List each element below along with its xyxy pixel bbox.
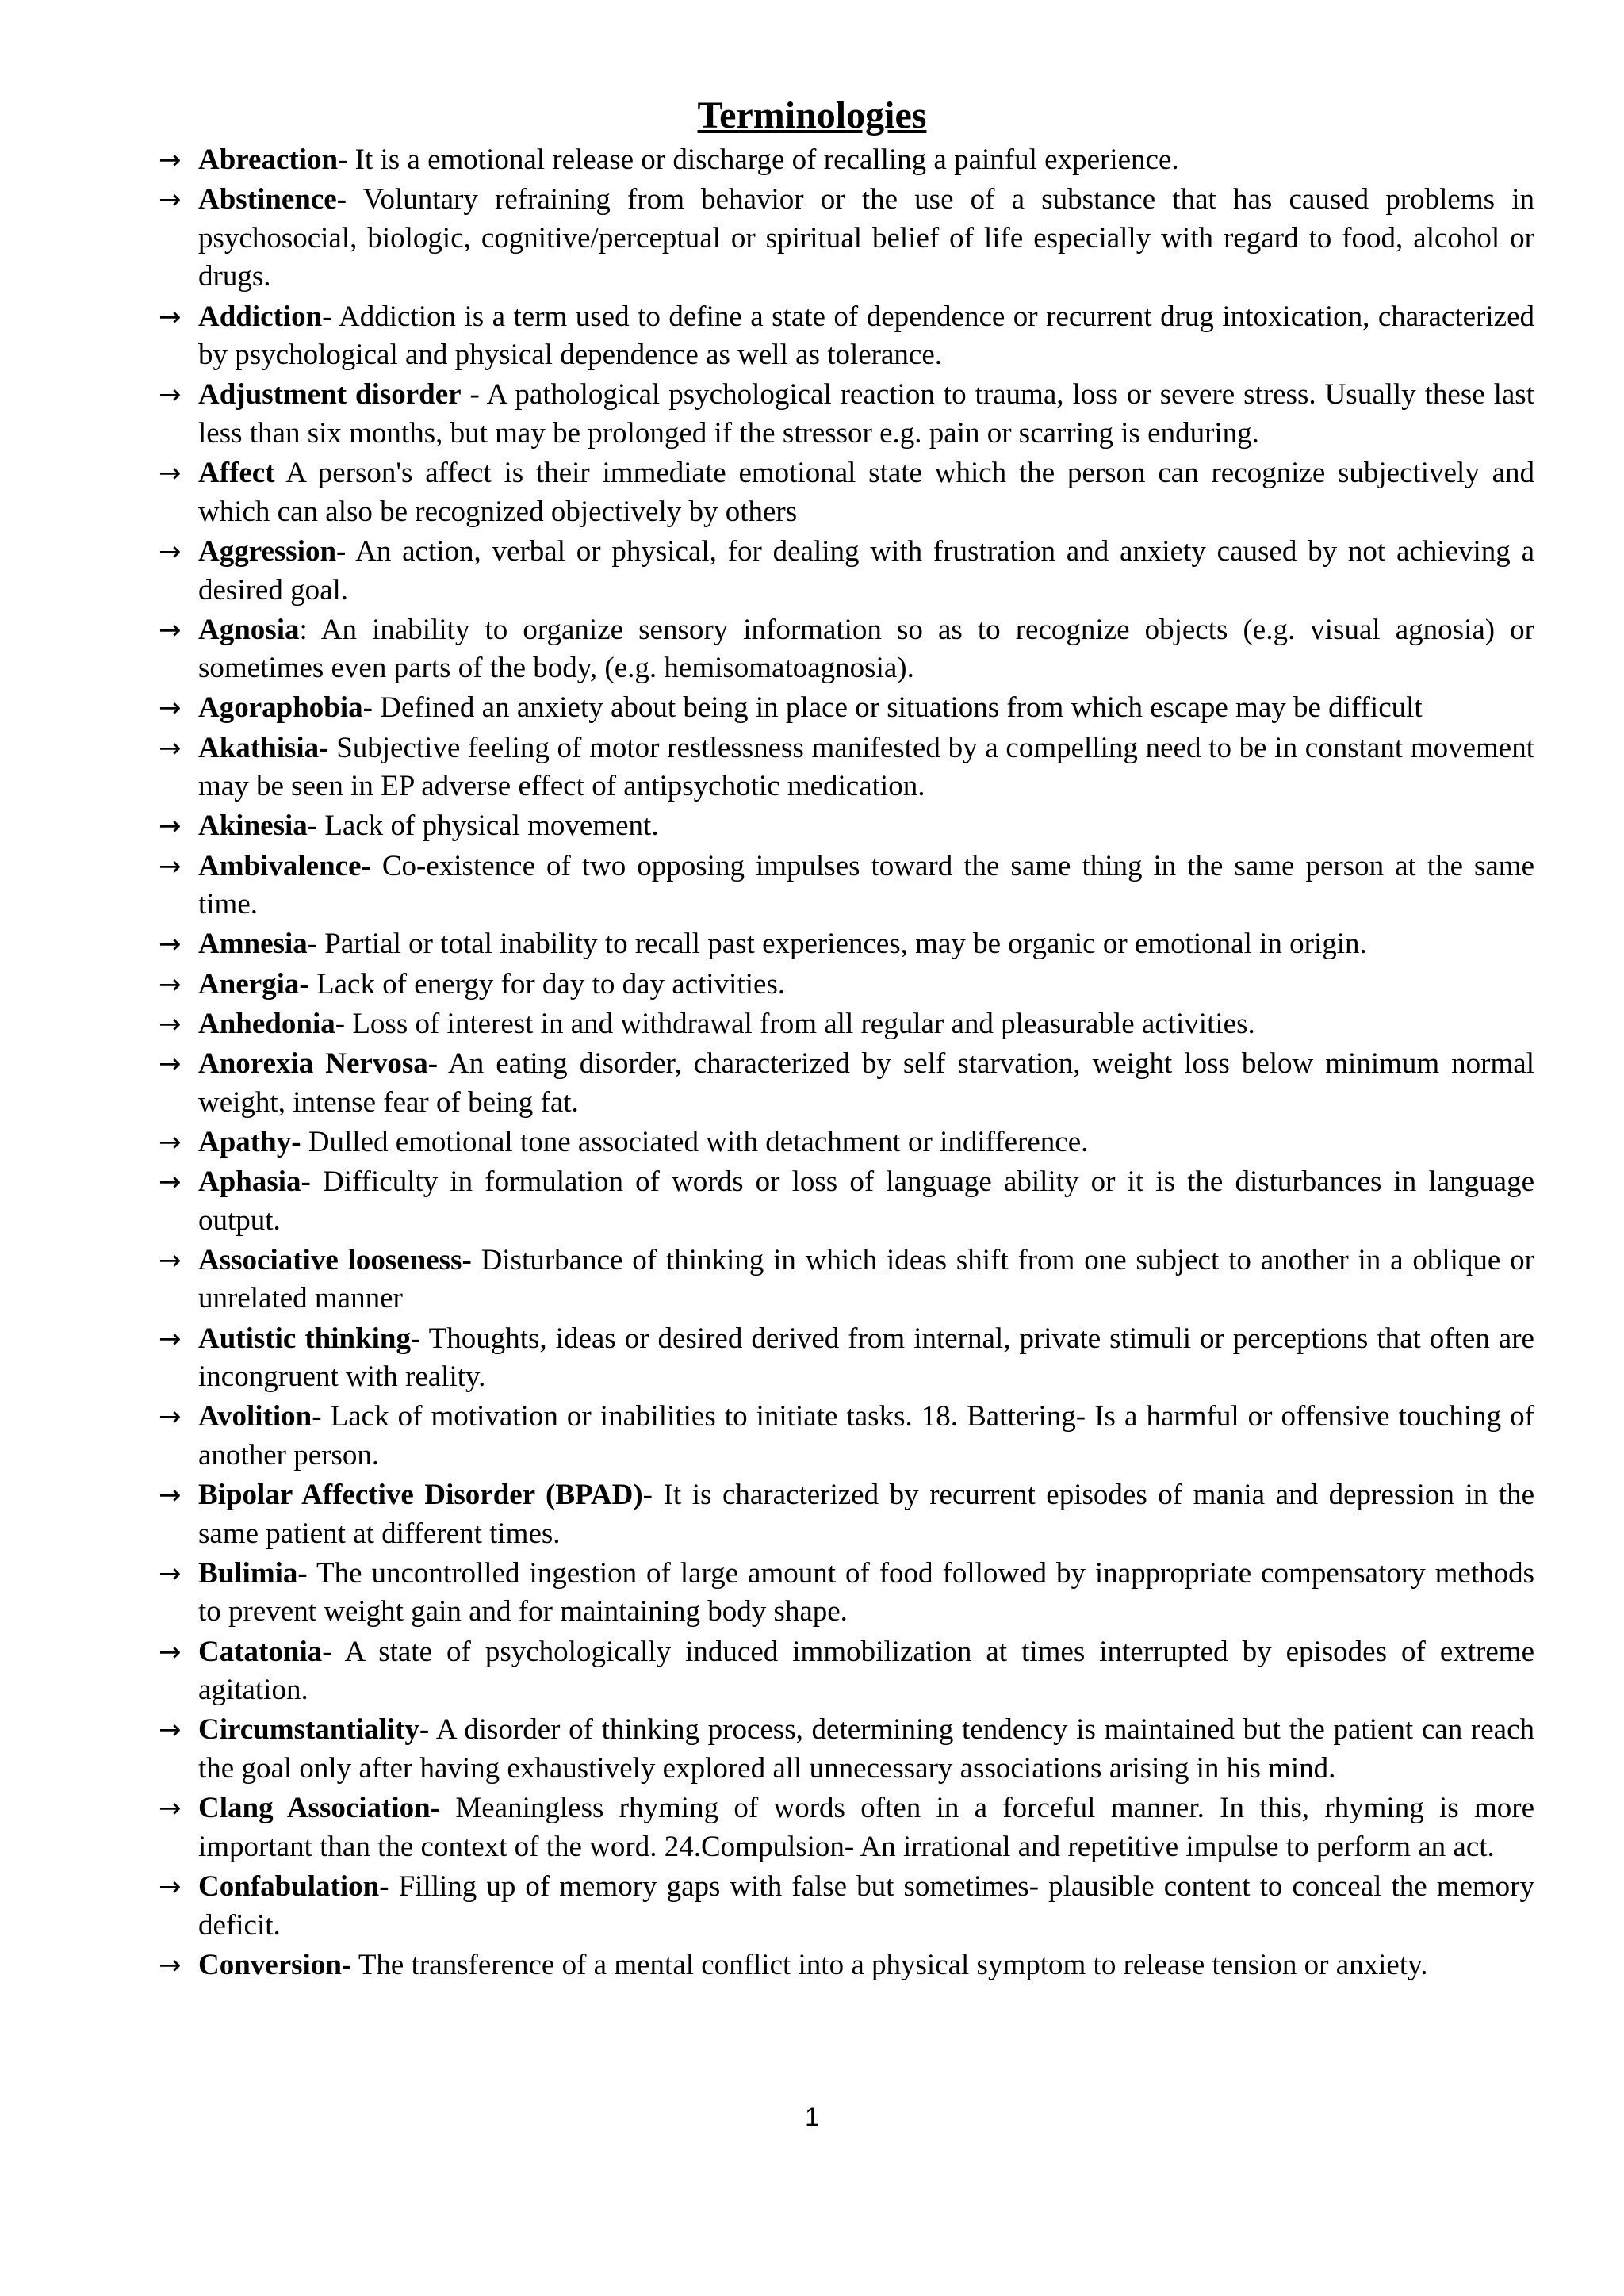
term-entry <box>159 1398 1534 1475</box>
term-entry <box>159 376 1534 453</box>
term-definition: Lack of motivation or inabilities to initiate tasks. 18. Battering- Is a harmful or offensive touching of another person. <box>198 1400 1534 1471</box>
term-entry <box>159 1123 1534 1162</box>
term-entry <box>159 1242 1534 1318</box>
term-entry <box>159 1946 1534 1985</box>
term-name: Abreaction- <box>198 144 348 176</box>
arrow-bullet-icon: → <box>159 692 182 725</box>
arrow-bullet-icon: → <box>159 1401 182 1433</box>
arrow-bullet-icon: → <box>159 1126 182 1158</box>
term-entry <box>159 1633 1534 1710</box>
term-entry <box>159 1163 1534 1240</box>
term-definition: An action, verbal or physical, for dealing with frustration and anxiety caused by not achieving a desired goal. <box>198 534 1534 607</box>
term-name: Catatonia- <box>198 1635 332 1668</box>
term-name: Akathisia- <box>198 731 329 764</box>
term-entry <box>159 689 1534 728</box>
term-name: Anergia- <box>198 967 309 1001</box>
term-name: Circumstantiality- <box>198 1713 430 1747</box>
term-definition: Dulled emotional tone associated with detachment or indifference. <box>301 1125 1089 1158</box>
arrow-bullet-icon: → <box>159 1557 182 1590</box>
term-entry <box>159 533 1534 610</box>
term-definition: A state of psychologically induced immobilization at times interrupted by episodes of extreme agitation. <box>198 1635 1534 1707</box>
term-name: Confabulation- <box>198 1869 389 1903</box>
term-definition: Meaningless rhyming of words often in a forceful manner. In this, rhyming is more important than the context of the word. 24.Compulsion- An irrational and repetitive impulse to perform an act. <box>198 1792 1534 1863</box>
term-definition: Lack of energy for day to day activities. <box>308 967 786 1001</box>
term-definition: Lack of physical movement. <box>317 809 659 843</box>
term-name: Autistic thinking- <box>198 1322 421 1355</box>
term-name: Aphasia- <box>198 1165 311 1198</box>
term-definition: The transference of a mental conflict into a physical symptom to release tension or anxiety. <box>351 1948 1428 1981</box>
arrow-bullet-icon: → <box>159 379 182 411</box>
term-name: Amnesia- <box>198 928 318 961</box>
terminology-list <box>159 141 1534 1986</box>
arrow-bullet-icon: → <box>159 928 182 961</box>
term-name: Addiction- <box>198 300 332 333</box>
term-entry <box>159 807 1534 846</box>
arrow-bullet-icon: → <box>159 614 182 646</box>
page-title: Terminologies <box>697 94 927 136</box>
term-entry <box>159 298 1534 375</box>
arrow-bullet-icon: → <box>159 1322 182 1355</box>
term-name: Anhedonia- <box>198 1007 346 1040</box>
arrow-bullet-icon: → <box>159 1244 182 1276</box>
term-entry <box>159 1789 1534 1866</box>
term-entry <box>159 1320 1534 1397</box>
term-definition: Defined an anxiety about being in place or situations from which escape may be difficult <box>372 691 1423 725</box>
arrow-bullet-icon: → <box>159 1008 182 1040</box>
term-definition: Subjective feeling of motor restlessness manifested by a compelling need to be in constant movement may be seen in EP adverse effect of antipsychotic medication. <box>198 731 1534 803</box>
term-entry <box>159 966 1534 1004</box>
term-definition: - A pathological psychological reaction to trauma, loss or severe stress. Usually these last less than six months, but may be prolonged if the stressor e.g. pain or scarring is enduring. <box>198 378 1534 450</box>
arrow-bullet-icon: → <box>159 810 182 843</box>
arrow-bullet-icon: → <box>159 300 182 333</box>
arrow-bullet-icon: → <box>159 1636 182 1668</box>
arrow-bullet-icon: → <box>159 1047 182 1080</box>
term-definition: Difficulty in formulation of words or loss of language ability or it is the disturbances in language output. <box>198 1165 1534 1237</box>
term-name: Apathy- <box>198 1125 301 1158</box>
term-name: Agoraphobia- <box>198 691 373 725</box>
term-definition: Filling up of memory gaps with false but sometimes- plausible content to conceal the memory deficit. <box>198 1869 1534 1942</box>
term-definition: The uncontrolled ingestion of large amount of food followed by inappropriate compensatory methods to prevent weight gain and for maintaining body shape. <box>198 1556 1534 1628</box>
term-name: Adjustment disorder <box>198 378 462 411</box>
term-entry <box>159 611 1534 688</box>
term-entry <box>159 925 1534 964</box>
arrow-bullet-icon: → <box>159 850 182 882</box>
arrow-bullet-icon: → <box>159 1949 182 1981</box>
arrow-bullet-icon: → <box>159 1714 182 1747</box>
term-definition: Voluntary refraining from behavior or the use of a substance that has caused problems in psychosocial, biologic, cognitive/perceptual or spiritual belief of life especially with regard to food, alcohol or drugs. <box>198 183 1534 293</box>
arrow-bullet-icon: → <box>159 144 182 176</box>
term-definition: Disturbance of thinking in which ideas shift from one subject to another in a oblique or unrelated manner <box>198 1243 1535 1315</box>
arrow-bullet-icon: → <box>159 1870 182 1903</box>
arrow-bullet-icon: → <box>159 1479 182 1512</box>
term-entry <box>159 454 1534 531</box>
term-name: Bulimia- <box>198 1556 308 1590</box>
term-definition: It is characterized by recurrent episodes of mania and depression in the same patient at different times. <box>198 1479 1534 1550</box>
term-entry <box>159 848 1534 924</box>
term-definition: : An inability to organize sensory information so as to recognize objects (e.g. visual agnosia) or sometimes even parts of the body, (e.g. hemisomatoagnosia). <box>198 613 1534 685</box>
arrow-bullet-icon: → <box>159 535 182 568</box>
term-entry <box>159 141 1534 180</box>
arrow-bullet-icon: → <box>159 968 182 1001</box>
term-name: Conversion- <box>198 1948 352 1981</box>
term-name: Aggression- <box>198 534 347 568</box>
arrow-bullet-icon: → <box>159 457 182 490</box>
term-entry <box>159 181 1534 297</box>
term-name: Agnosia <box>198 613 300 646</box>
term-entry <box>159 1868 1534 1945</box>
term-definition: Loss of interest in and withdrawal from all regular and pleasurable activities. <box>345 1007 1255 1040</box>
term-definition: A disorder of thinking process, determining tendency is maintained but the patient can reach the goal only after having exhaustively explored all unnecessary associations arising in his mind. <box>198 1713 1534 1785</box>
term-entry <box>159 1711 1534 1788</box>
term-definition: A person's affect is their immediate emotional state which the person can recognize subjectively and which can also be recognized objectively by others <box>198 457 1534 528</box>
term-definition: Addiction is a term used to define a state of dependence or recurrent drug intoxication, characterized by psychological and physical dependence as well as tolerance. <box>198 300 1534 372</box>
term-name: Affect <box>198 457 275 490</box>
term-name: Bipolar Affective Disorder (BPAD)- <box>198 1479 653 1512</box>
term-name: Clang Association- <box>198 1792 441 1825</box>
arrow-bullet-icon: → <box>159 732 182 764</box>
term-name: Avolition- <box>198 1400 322 1433</box>
term-definition: Thoughts, ideas or desired derived from internal, private stimuli or perceptions that often are incongruent with reality. <box>198 1322 1534 1394</box>
term-entry <box>159 1476 1534 1553</box>
arrow-bullet-icon: → <box>159 1793 182 1825</box>
term-definition: Co-existence of two opposing impulses toward the same thing in the same person at the same time. <box>198 849 1534 921</box>
term-definition: It is a emotional release or discharge of recalling a painful experience. <box>347 144 1179 176</box>
term-entry <box>159 729 1534 806</box>
term-definition: Partial or total inability to recall past experiences, may be organic or emotional in origin. <box>317 928 1367 961</box>
arrow-bullet-icon: → <box>159 184 182 216</box>
term-entry <box>159 1045 1534 1122</box>
term-name: Akinesia- <box>198 809 318 843</box>
term-name: Associative looseness- <box>198 1243 472 1276</box>
page-number: 1 <box>805 2103 819 2131</box>
term-name: Abstinence- <box>198 183 347 216</box>
term-entry <box>159 1005 1534 1044</box>
term-name: Ambivalence- <box>198 849 371 882</box>
term-definition: An eating disorder, characterized by self starvation, weight loss below minimum normal weight, intense fear of being fat. <box>198 1047 1534 1119</box>
term-entry <box>159 1555 1534 1632</box>
arrow-bullet-icon: → <box>159 1165 182 1198</box>
term-name: Anorexia Nervosa- <box>198 1047 439 1080</box>
